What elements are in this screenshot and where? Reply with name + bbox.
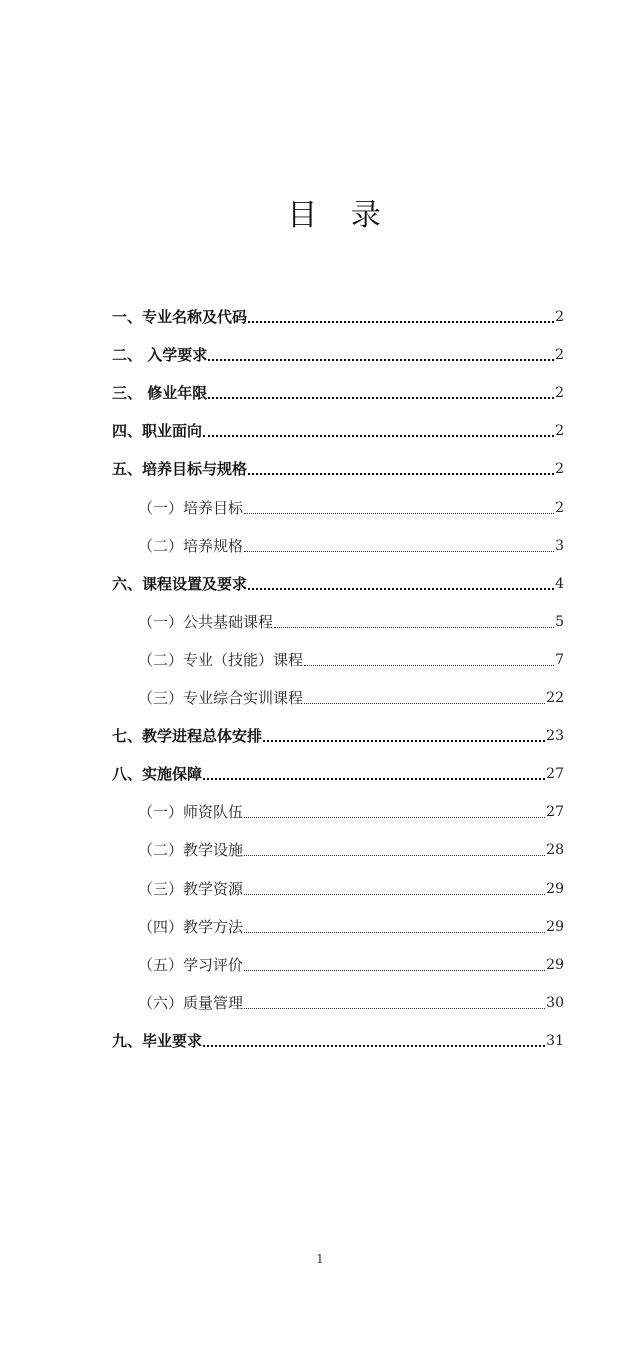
toc-entry-page: 5	[555, 613, 564, 630]
toc-entry-page: 23	[546, 728, 564, 745]
toc-dot-leader	[208, 359, 554, 361]
toc-entry-subsection[interactable]	[112, 527, 564, 565]
toc-entry-subsection[interactable]	[112, 984, 564, 1022]
toc-dot-leader	[248, 588, 554, 590]
toc-entry-page: 3	[555, 537, 564, 554]
toc-entry-page: 2	[555, 309, 564, 326]
toc-dot-leader	[304, 665, 554, 666]
toc-entry-subsection[interactable]	[112, 831, 564, 869]
toc-entry-subsection[interactable]	[112, 793, 564, 831]
toc-entry-label: 三、 修业年限	[112, 384, 208, 403]
toc-dot-leader	[244, 894, 545, 895]
toc-dot-leader	[248, 321, 554, 323]
toc-entry-label: （二）培养规格	[138, 536, 244, 555]
toc-entry-label: （一）师资队伍	[138, 803, 244, 822]
toc-entry-label: （五）学习评价	[138, 955, 244, 974]
toc-entry-page: 31	[546, 1032, 564, 1049]
toc-entry-subsection[interactable]	[112, 679, 564, 717]
toc-entry-section[interactable]	[112, 298, 564, 336]
toc-entry-page: 2	[555, 385, 564, 402]
toc-entry-page: 4	[555, 575, 564, 592]
toc-entry-label: 八、实施保障	[112, 765, 203, 784]
toc-dot-leader	[244, 817, 545, 818]
toc-dot-leader	[203, 1045, 545, 1047]
toc-dot-leader	[244, 551, 554, 552]
toc-entry-label: 五、培养目标与规格	[112, 460, 248, 479]
toc-entry-label: 六、课程设置及要求	[112, 574, 248, 593]
toc-entry-section[interactable]	[112, 717, 564, 755]
toc-entry-section[interactable]	[112, 336, 564, 374]
toc-entry-label: 九、毕业要求	[112, 1031, 203, 1050]
toc-entry-label: （六）质量管理	[138, 993, 244, 1012]
toc-entry-subsection[interactable]	[112, 869, 564, 907]
toc-entry-page: 2	[555, 461, 564, 478]
toc-entry-page: 7	[555, 651, 564, 668]
toc-dot-leader	[244, 855, 545, 856]
toc-title: 目 录	[287, 198, 393, 233]
toc-entry-section[interactable]	[112, 374, 564, 412]
toc-entry-page: 2	[555, 347, 564, 364]
toc-entry-label: （四）教学方法	[138, 917, 244, 936]
toc-entry-section[interactable]	[112, 565, 564, 603]
toc-entry-page: 29	[546, 956, 564, 973]
toc-dot-leader	[244, 970, 545, 971]
toc-dot-leader	[263, 740, 545, 742]
toc-entry-label: （二）专业（技能）课程	[138, 650, 304, 669]
toc-entry-subsection[interactable]	[112, 946, 564, 984]
toc-entry-page: 27	[546, 804, 564, 821]
toc-entry-label: （二）教学设施	[138, 841, 244, 860]
toc-entry-label: 一、专业名称及代码	[112, 308, 248, 327]
toc-entry-subsection[interactable]	[112, 641, 564, 679]
toc-entry-subsection[interactable]	[112, 603, 564, 641]
toc-entry-label: （一）公共基础课程	[138, 612, 274, 631]
toc-dot-leader	[203, 778, 545, 780]
toc-entry-page: 27	[546, 766, 564, 783]
toc-entry-page: 28	[546, 842, 564, 859]
toc-dot-leader	[208, 397, 554, 399]
toc-entry-label: （一）培养目标	[138, 498, 244, 517]
toc-dot-leader	[244, 932, 545, 933]
page-number: 1	[316, 1252, 324, 1266]
toc-entry-section[interactable]	[112, 1022, 564, 1060]
toc-dot-leader	[304, 703, 545, 704]
toc-entry-section[interactable]	[112, 755, 564, 793]
toc-entry-label: 四、职业面向	[112, 422, 203, 441]
toc-dot-leader	[244, 513, 554, 514]
toc-entry-page: 2	[555, 423, 564, 440]
table-of-contents	[112, 298, 564, 1060]
toc-entry-page: 30	[546, 994, 564, 1011]
toc-dot-leader	[203, 435, 554, 437]
toc-entry-subsection[interactable]	[112, 488, 564, 526]
toc-dot-leader	[244, 1008, 545, 1009]
toc-entry-subsection[interactable]	[112, 908, 564, 946]
toc-entry-label: 七、教学进程总体安排	[112, 727, 263, 746]
toc-entry-label: （三）专业综合实训课程	[138, 689, 304, 708]
toc-entry-page: 29	[546, 880, 564, 897]
toc-entry-page: 29	[546, 918, 564, 935]
toc-entry-page: 2	[555, 499, 564, 516]
toc-dot-leader	[274, 627, 554, 628]
toc-entry-section[interactable]	[112, 450, 564, 488]
toc-entry-section[interactable]	[112, 412, 564, 450]
toc-dot-leader	[248, 473, 554, 475]
toc-entry-label: 二、 入学要求	[112, 346, 208, 365]
toc-entry-page: 22	[546, 690, 564, 707]
toc-entry-label: （三）教学资源	[138, 879, 244, 898]
